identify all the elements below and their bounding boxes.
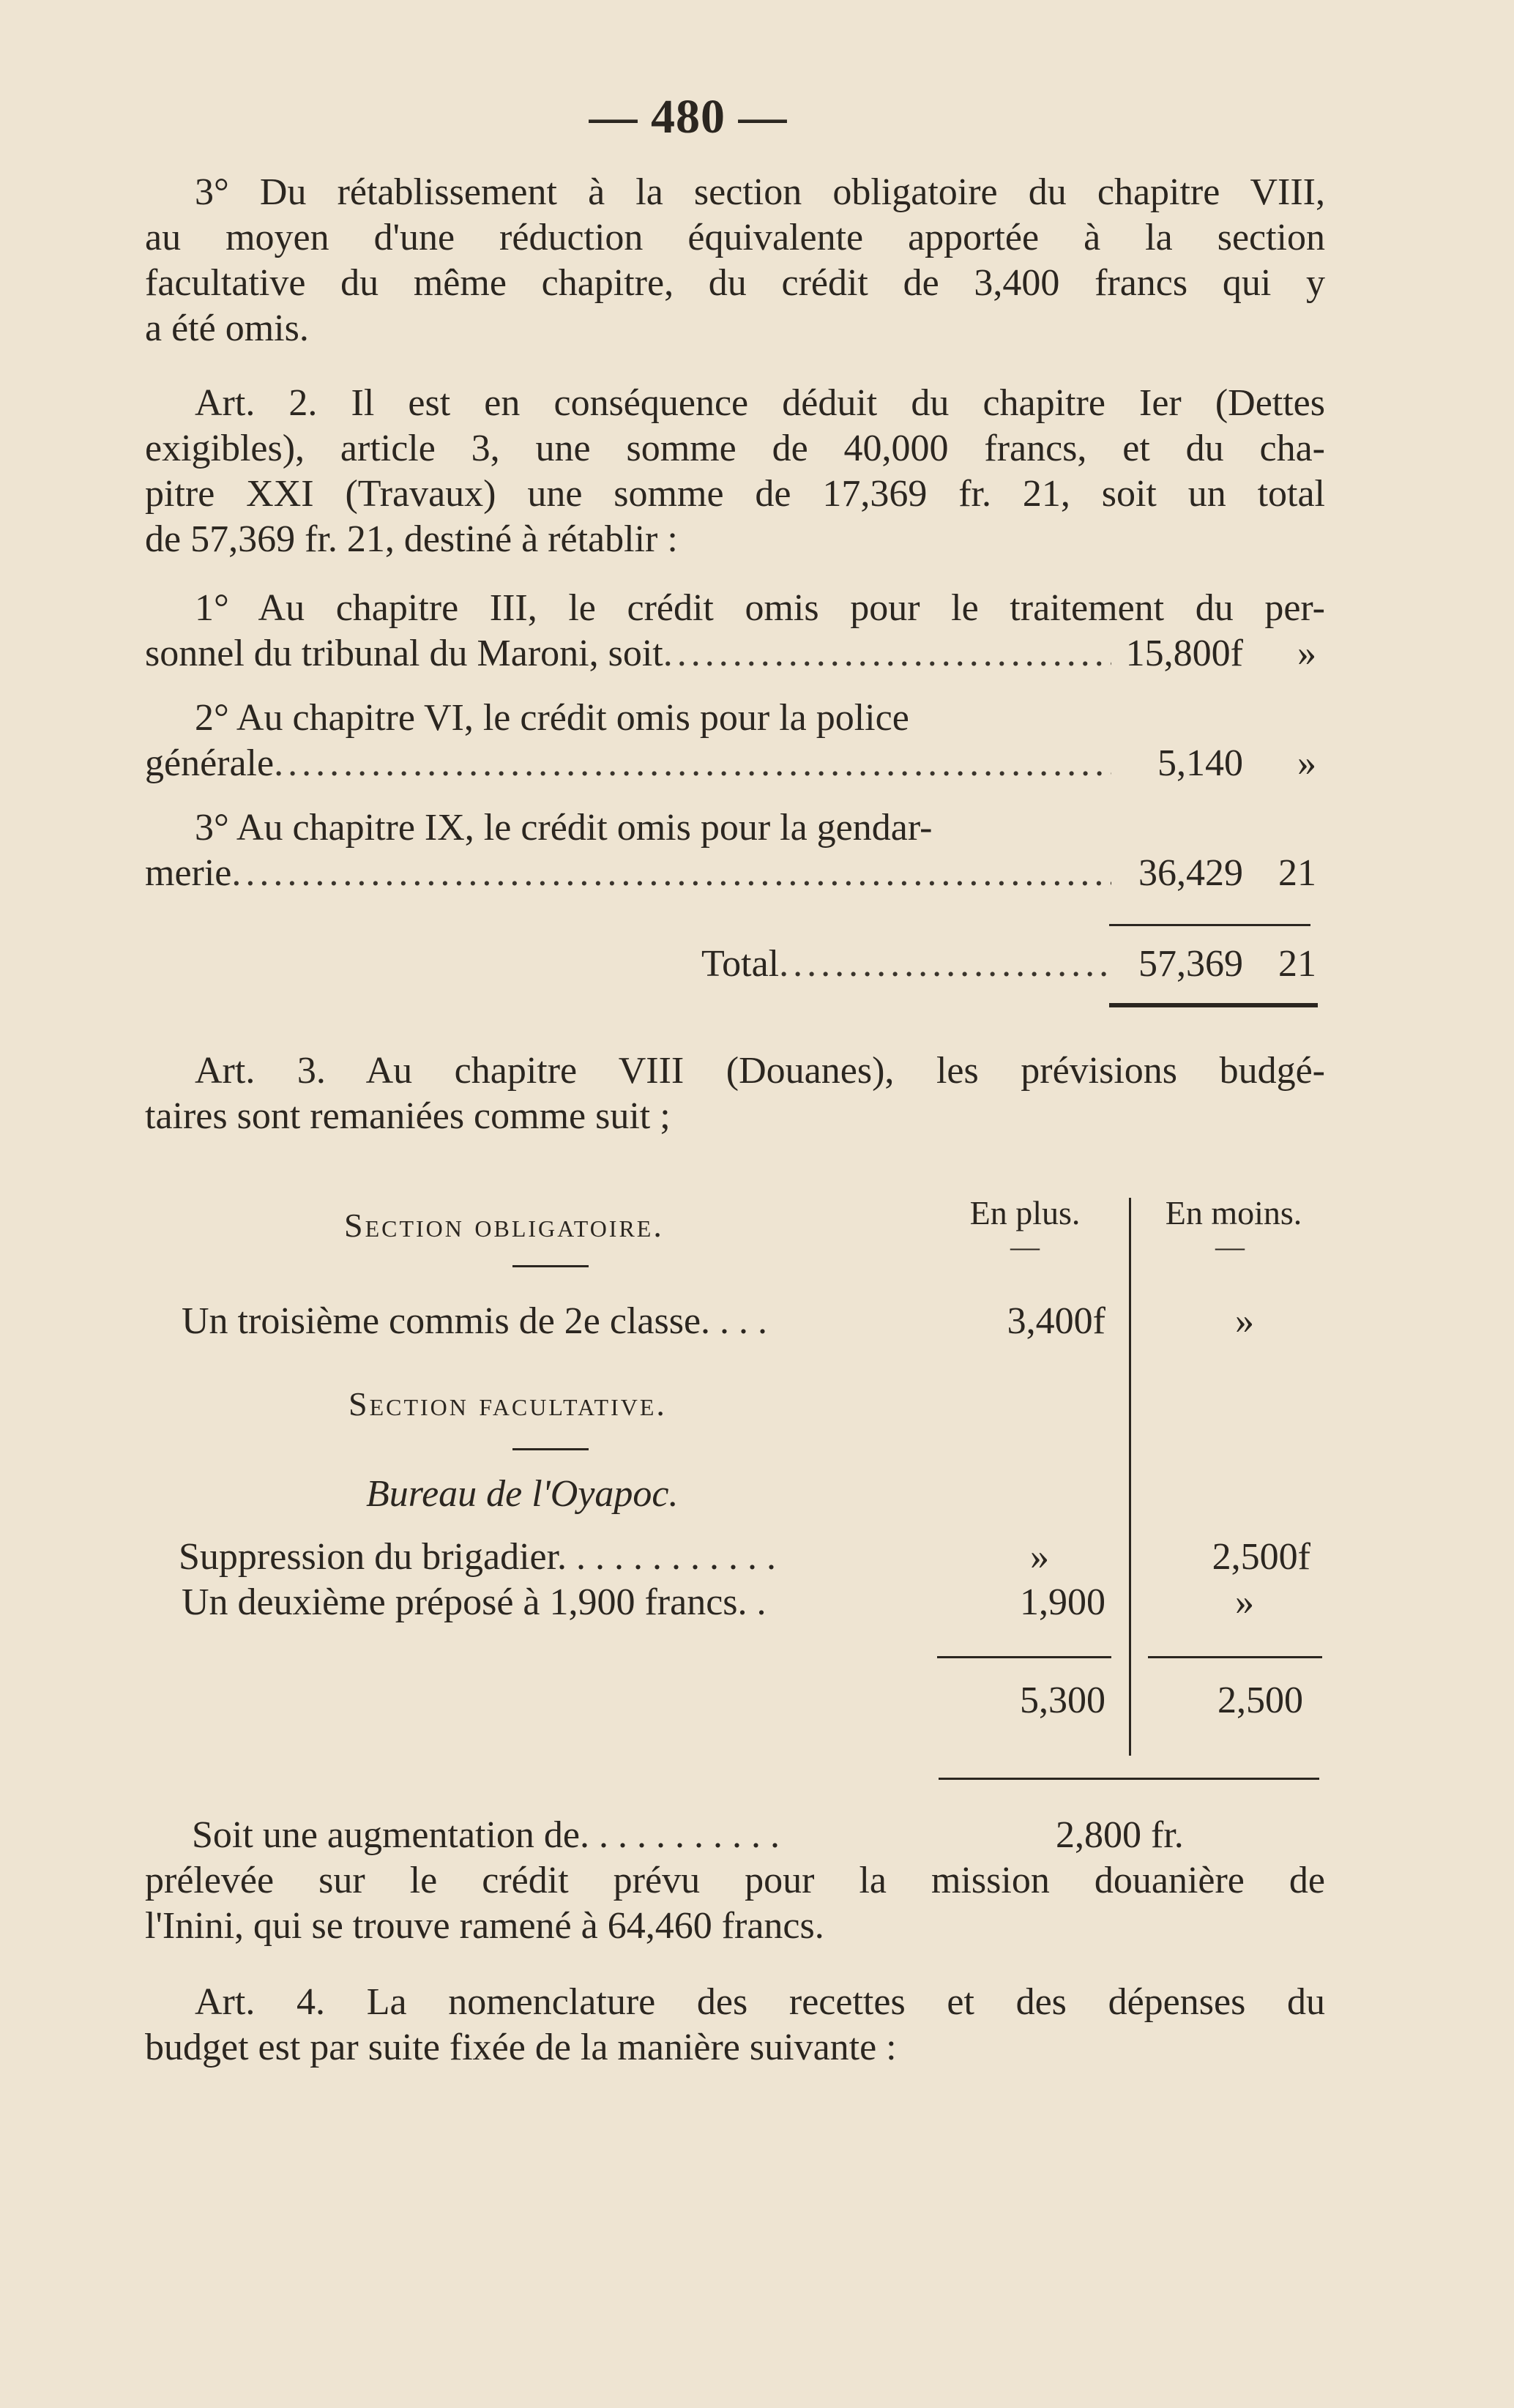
page-number: — 480 —: [589, 90, 788, 143]
item-1-line1: [145, 586, 1325, 631]
art2-line: de 57,369 fr. 21, destiné à rétablir :: [145, 518, 678, 560]
table-row-plus: »: [1030, 1536, 1049, 1578]
art4-line: budget est par suite fixée de la manière suivante :: [145, 2027, 897, 2068]
table-row-label: Suppression du brigadier. . . . . . . . . . . .: [179, 1536, 777, 1578]
table-row-label: Un deuxième préposé à 1,900 francs. .: [182, 1581, 767, 1623]
art3-line: taires sont remaniées comme suit ;: [145, 1095, 671, 1137]
section-rule: [512, 1448, 589, 1450]
table-row-moins: »: [1235, 1581, 1254, 1623]
art2-total-row: [701, 942, 1316, 987]
item-cents: »: [1297, 742, 1316, 784]
intro-line: a été omis.: [145, 307, 309, 349]
item-amount: 15,800f: [1125, 633, 1243, 674]
augmentation-amount: 2,800 fr.: [1056, 1814, 1184, 1856]
table-row-plus: 3,400f: [1007, 1300, 1105, 1342]
item-1-line2: [145, 631, 1316, 676]
table-row-moins: »: [1235, 1300, 1254, 1342]
art2-paragraph: [145, 381, 1325, 562]
table-row-plus: 1,900: [1020, 1581, 1105, 1623]
item-3-line1: [145, 805, 1325, 851]
section-facultative-heading: Section facultative.: [348, 1385, 667, 1423]
subtotal-rule-moins: [1148, 1656, 1322, 1658]
augmentation-text: [145, 1858, 1325, 1949]
table-row-moins: 2,500f: [1212, 1536, 1310, 1578]
total-label: Total: [701, 943, 780, 985]
total-amount: 57,369: [1138, 943, 1243, 985]
intro-line: 3° Du rétablissement à la section obligatoire du chapitre VIII,: [195, 171, 1325, 213]
table-total-plus: 5,300: [1020, 1680, 1105, 1721]
art2-line: pitre XXI (Travaux) une somme de 17,369 fr. 21, soit un total: [145, 473, 1325, 515]
section-obligatoire-heading: Section obligatoire.: [344, 1207, 664, 1244]
item-label: merie: [145, 852, 232, 894]
augmentation-line: l'Inini, qui se trouve ramené à 64,460 francs.: [145, 1905, 824, 1947]
intro-line: au moyen d'une réduction équivalente apportée à la section: [145, 217, 1325, 258]
section-rule: [512, 1265, 589, 1267]
col-dash-plus: —: [1010, 1230, 1040, 1263]
table-end-rule: [939, 1778, 1319, 1780]
art3-line: Art. 3. Au chapitre VIII (Douanes), les prévisions budgé-: [195, 1050, 1325, 1092]
intro-line: facultative du même chapitre, du crédit de 3,400 francs qui y: [145, 262, 1325, 304]
item-label: sonnel du tribunal du Maroni, soit: [145, 633, 663, 674]
col-dash-moins: —: [1215, 1230, 1245, 1263]
augmentation-label: Soit une augmentation de. . . . . . . . . . .: [192, 1814, 780, 1856]
item-2-line1: [145, 696, 1325, 741]
sum-rule: [1109, 924, 1310, 926]
total-double-rule: [1109, 1003, 1318, 1007]
art2-line: Art. 2. Il est en conséquence déduit du chapitre Ier (Dettes: [195, 382, 1325, 424]
table-row-label: Un troisième commis de 2e classe. . . .: [182, 1300, 768, 1342]
item-2-line2: [145, 741, 1316, 786]
leader-dots: [231, 851, 1111, 896]
art3-paragraph: [145, 1048, 1325, 1139]
item-text: 1° Au chapitre III, le crédit omis pour le traitement du per-: [195, 587, 1325, 629]
item-amount: 36,429: [1138, 852, 1243, 894]
item-3-line2: [145, 851, 1316, 896]
item-label: générale: [145, 742, 275, 784]
art2-line: exigibles), article 3, une somme de 40,000 francs, et du cha-: [145, 428, 1325, 469]
col-header-plus: En plus.: [969, 1194, 1081, 1231]
item-text: 3° Au chapitre IX, le crédit omis pour la gendar-: [195, 807, 933, 849]
art4-line: Art. 4. La nomenclature des recettes et des dépenses du: [195, 1981, 1325, 2023]
leader-dots: [663, 631, 1111, 676]
bureau-heading: Bureau de l'Oyapoc.: [366, 1473, 679, 1515]
item-text: 2° Au chapitre VI, le crédit omis pour la police: [195, 697, 909, 739]
leader-dots: [779, 942, 1111, 987]
subtotal-rule-plus: [937, 1656, 1111, 1658]
total-cents: 21: [1278, 943, 1316, 985]
col-header-moins: En moins.: [1165, 1194, 1302, 1231]
item-cents: 21: [1278, 852, 1316, 894]
table-total-moins: 2,500: [1217, 1680, 1303, 1721]
art4-paragraph: [145, 1980, 1325, 2070]
column-separator: [1129, 1198, 1131, 1756]
item-cents: »: [1297, 633, 1316, 674]
augmentation-line: prélevée sur le crédit prévu pour la mission douanière de: [145, 1860, 1325, 1901]
leader-dots: [274, 741, 1111, 786]
item-amount: 5,140: [1157, 742, 1243, 784]
intro-paragraph: [145, 170, 1325, 351]
